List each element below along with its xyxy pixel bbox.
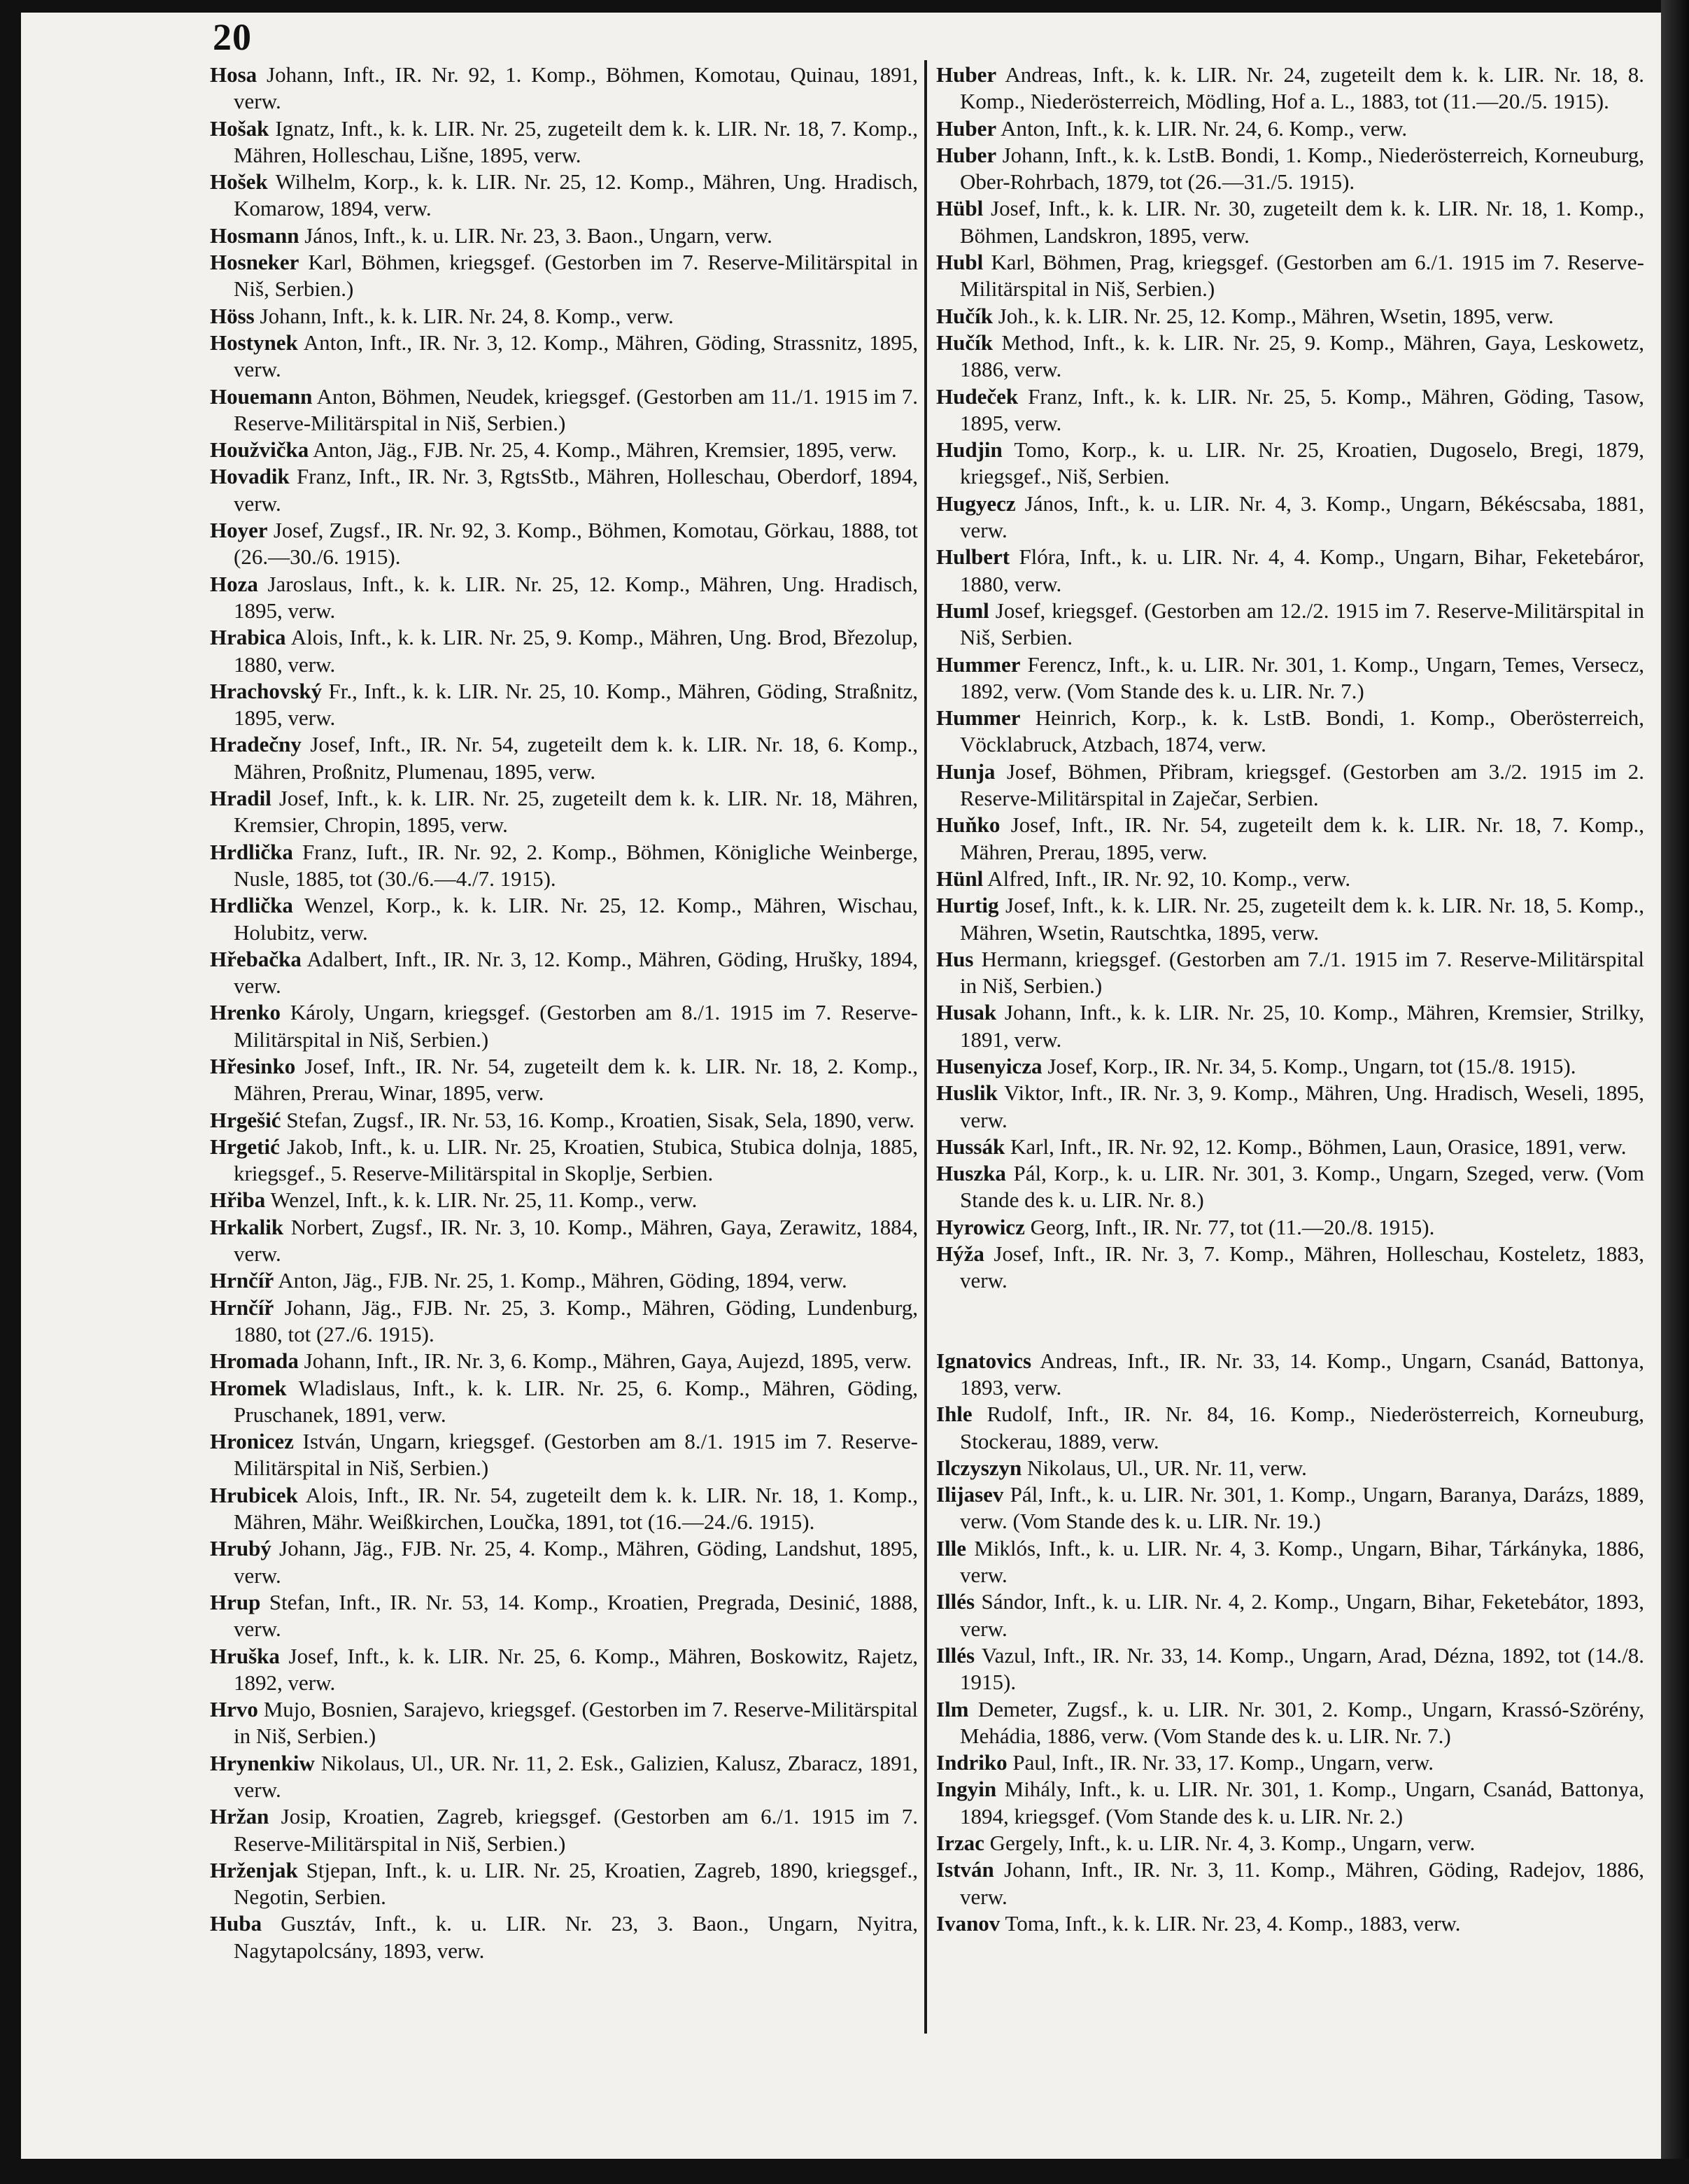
register-entry (210, 999, 918, 1053)
entry-details: Josef, Inft., IR. Nr. 54, zugeteilt dem k. k. LIR. Nr. 18, 6. Komp., Mähren, Proßnitz, Plumenau, 1895, verw. (234, 732, 918, 784)
entry-surname: Hrenko (210, 1000, 281, 1025)
section-i-entries (936, 1348, 1644, 1938)
entry-surname: Hrženjak (210, 1857, 298, 1882)
entry-surname: Hrynenkiw (210, 1750, 315, 1775)
entry-surname: Houemann (210, 383, 313, 409)
entry-details: Miklós, Inft., k. u. LIR. Nr. 4, 3. Komp., Ungarn, Bihar, Tárkányka, 1886, verw. (960, 1535, 1645, 1588)
register-entry (936, 598, 1644, 651)
entry-details: Karl, Inft., IR. Nr. 92, 12. Komp., Böhmen, Laun, Orasice, 1891, verw. (1010, 1134, 1627, 1159)
entry-details: Franz, Inft., k. k. LIR. Nr. 25, 5. Komp., Mähren, Göding, Tasow, 1895, verw. (960, 383, 1645, 435)
entry-details: Károly, Ungarn, kriegsgef. (Gestorben am 8./1. 1915 im 7. Reserve-Militärspital in Niš, Serbien.) (234, 1000, 918, 1052)
entry-surname: Hoyer (210, 518, 268, 543)
register-entry (936, 1080, 1644, 1134)
entry-details: Nikolaus, Ul., UR. Nr. 11, verw. (1027, 1455, 1307, 1480)
entry-surname: István (936, 1857, 994, 1882)
entry-details: Josef, Inft., k. k. LIR. Nr. 30, zugeteilt dem k. k. LIR. Nr. 18, 1. Komp., Böhmen, Landskron, 1895, verw. (960, 196, 1645, 248)
entry-surname: Hrubý (210, 1536, 271, 1561)
entry-details: Johann, Inft., k. k. LIR. Nr. 24, 8. Komp., verw. (260, 303, 674, 328)
entry-details: Johann, Jäg., FJB. Nr. 25, 4. Komp., Mähren, Göding, Landshut, 1895, verw. (234, 1536, 919, 1588)
register-entry (936, 1910, 1644, 1937)
entry-surname: Hromek (210, 1375, 287, 1400)
entry-details: Ignatz, Inft., k. k. LIR. Nr. 25, zugeteilt dem k. k. LIR. Nr. 18, 7. Komp., Mähren, Holleschau, Lišne, 1895, verw. (234, 115, 919, 167)
register-entry (936, 544, 1644, 598)
register-entry (210, 1134, 918, 1188)
entry-surname: Irzac (936, 1831, 984, 1855)
entry-details: Rudolf, Inft., IR. Nr. 84, 16. Komp., Niederösterreich, Korneuburg, Stockerau, 1889, verw. (960, 1402, 1644, 1453)
entry-details: Johann, Inft., IR. Nr. 92, 1. Komp., Böhmen, Komotau, Quinau, 1891, verw. (234, 62, 919, 114)
register-entry (936, 1160, 1644, 1214)
entry-surname: Hosa (210, 62, 257, 87)
entry-details: Gusztáv, Inft., k. u. LIR. Nr. 23, 3. Baon., Ungarn, Nyitra, Nagytapolcsány, 1893, verw. (234, 1911, 918, 1963)
entry-details: Josef, Korp., IR. Nr. 34, 5. Komp., Ungarn, tot (15./8. 1915). (1047, 1053, 1576, 1078)
register-entry (936, 1401, 1644, 1455)
entry-details: Flóra, Inft., k. u. LIR. Nr. 4, 4. Komp., Ungarn, Bihar, Feketebáror, 1880, verw. (960, 544, 1645, 596)
entry-surname: Hrachovský (210, 678, 323, 703)
entry-details: Johann, Inft., IR. Nr. 3, 6. Komp., Mähren, Gaya, Aujezd, 1895, verw. (304, 1348, 912, 1374)
register-entry (210, 1750, 918, 1804)
register-entry (936, 1535, 1644, 1589)
entry-details: Stjepan, Inft., k. u. LIR. Nr. 25, Kroatien, Zagreb, 1890, kriegsgef., Negotin, Serbien. (234, 1857, 918, 1910)
register-entry (936, 1241, 1644, 1295)
register-entry (210, 678, 918, 732)
entry-surname: Hruška (210, 1643, 280, 1668)
entry-surname: Hradečny (210, 732, 302, 757)
entry-details: Adalbert, Inft., IR. Nr. 3, 12. Komp., Mähren, Göding, Hrušky, 1894, verw. (234, 946, 918, 999)
register-entry (210, 1295, 918, 1348)
entry-surname: Ihle (936, 1402, 973, 1427)
entry-surname: Hučík (936, 303, 993, 328)
register-entry (936, 1481, 1644, 1535)
entry-details: Hermann, kriegsgef. (Gestorben am 7./1. 1915 im 7. Reserve-Militärspital in Niš, Serbien.) (960, 946, 1644, 999)
entry-details: Wilhelm, Korp., k. k. LIR. Nr. 25, 12. Komp., Mähren, Ung. Hradisch, Komarow, 1894, verw. (234, 169, 918, 221)
register-entry (210, 1187, 918, 1213)
entry-details: Nikolaus, Ul., UR. Nr. 11, 2. Esk., Galizien, Kalusz, Zbaracz, 1891, verw. (234, 1750, 919, 1802)
register-entry (210, 1267, 918, 1294)
register-entry (210, 1696, 918, 1750)
entry-details: Wladislaus, Inft., k. k. LIR. Nr. 25, 6. Komp., Mähren, Göding, Pruschanek, 1891, verw. (234, 1375, 918, 1427)
entry-surname: Hummer (936, 705, 1021, 731)
entry-details: Josef, Böhmen, Přibram, kriegsgef. (Gestorben am 3./2. 1915 im 2. Reserve-Militärspital in Zaječar, Serbien. (960, 759, 1644, 811)
entry-details: Mihály, Inft., k. u. LIR. Nr. 301, 1. Komp., Ungarn, Csanád, Battonya, 1894, kriegsgef. (Vom Stande des k. u. LIR. Nr. 2.) (960, 1777, 1644, 1829)
register-entry (936, 705, 1644, 759)
entry-details: Vazul, Inft., IR. Nr. 33, 14. Komp., Ungarn, Arad, Dézna, 1892, tot (14./8. 1915). (960, 1642, 1644, 1695)
register-entry (210, 330, 918, 383)
register-entry (210, 1643, 918, 1697)
register-entry (210, 169, 918, 223)
entry-surname: Ivanov (936, 1910, 1001, 1936)
entry-surname: Hučík (936, 330, 993, 355)
entry-surname: Hubl (936, 250, 984, 275)
register-entry (210, 1482, 918, 1536)
register-entry (210, 303, 918, 330)
register-entry (936, 1053, 1644, 1080)
register-entry (210, 1857, 918, 1911)
register-entry (936, 303, 1644, 330)
entry-surname: Ilczyszyn (936, 1455, 1022, 1480)
register-entry (936, 62, 1644, 115)
entry-surname: Hrabica (210, 625, 286, 650)
entry-surname: Hronicez (210, 1429, 294, 1454)
entry-surname: Hradil (210, 786, 271, 811)
entry-surname: Hošak (210, 115, 269, 141)
scan-border-left (0, 0, 21, 2184)
entry-surname: Huber (936, 142, 997, 167)
entry-details: István, Ungarn, kriegsgef. (Gestorben am 8./1. 1915 im 7. Reserve-Militärspital in Niš, Serbien.) (234, 1429, 918, 1481)
entry-details: Karl, Böhmen, kriegsgef. (Gestorben im 7. Reserve-Militärspital in Niš, Serbien.) (234, 250, 918, 302)
entry-surname: Ignatovics (936, 1348, 1032, 1373)
entry-details: Josef, Zugsf., IR. Nr. 92, 3. Komp., Böhmen, Komotau, Görkau, 1888, tot (26.—30./6. 1915). (234, 518, 919, 570)
entry-details: Johann, Inft., IR. Nr. 3, 11. Komp., Mähren, Göding, Radejov, 1886, verw. (960, 1857, 1644, 1909)
entry-surname: Hunja (936, 759, 996, 784)
entry-surname: Höss (210, 303, 255, 328)
entry-details: János, Inft., k. u. LIR. Nr. 23, 3. Baon., Ungarn, verw. (304, 223, 772, 248)
entry-details: Andreas, Inft., IR. Nr. 33, 14. Komp., Ungarn, Csanád, Battonya, 1893, verw. (960, 1348, 1644, 1400)
entry-surname: Huber (936, 62, 997, 87)
entry-details: Andreas, Inft., k. k. LIR. Nr. 24, zugeteilt dem k. k. LIR. Nr. 18, 8. Komp., Niederösterreich, Mödling, Hof a. L., 1883, tot (11.—20./5. 1915). (960, 62, 1644, 114)
scan-border-bottom (0, 2159, 1689, 2184)
register-entry (936, 1455, 1644, 1481)
entry-details: Alois, Inft., k. k. LIR. Nr. 25, 9. Komp., Mähren, Ung. Brod, Březolup, 1880, verw. (234, 625, 918, 677)
entry-surname: Hřesinko (210, 1053, 296, 1078)
entry-details: Josef, Inft., k. k. LIR. Nr. 25, zugeteilt dem k. k. LIR. Nr. 18, 5. Komp., Mähren, Wsetin, Rautschtka, 1895, verw. (960, 893, 1644, 945)
entry-surname: Huszka (936, 1161, 1006, 1186)
register-entry (936, 999, 1644, 1053)
entry-details: Toma, Inft., k. k. LIR. Nr. 23, 4. Komp., 1883, verw. (1005, 1910, 1461, 1936)
entry-surname: Hus (936, 946, 974, 971)
entry-surname: Houžvička (210, 437, 309, 463)
register-entry (936, 866, 1644, 892)
register-entry (936, 1642, 1644, 1696)
entry-details: Tomo, Korp., k. u. LIR. Nr. 25, Kroatien, Dugoselo, Bregi, 1879, kriegsgef., Niš, Serbien. (960, 437, 1644, 489)
register-entry (936, 1830, 1644, 1857)
entry-details: Anton, Inft., k. k. LIR. Nr. 24, 6. Komp., verw. (1001, 115, 1408, 141)
entry-details: Josef, kriegsgef. (Gestorben am 12./2. 1915 im 7. Reserve-Militärspital in Niš, Serbien. (960, 598, 1645, 650)
entry-surname: Hübl (936, 196, 984, 221)
entry-details: Karl, Böhmen, Prag, kriegsgef. (Gestorben am 6./1. 1915 im 7. Reserve-Militärspital in Niš, Serbien.) (960, 250, 1645, 302)
entry-surname: Huslik (936, 1080, 998, 1106)
entry-details: Anton, Jäg., FJB. Nr. 25, 4. Komp., Mähren, Kremsier, 1895, verw. (313, 437, 897, 463)
register-entry (210, 1107, 918, 1134)
register-entry (210, 946, 918, 1000)
register-entry (210, 115, 918, 169)
entry-surname: Hrgetić (210, 1134, 280, 1159)
entry-surname: Hrdlička (210, 893, 293, 918)
register-entry (936, 142, 1644, 196)
register-entry (936, 115, 1644, 142)
register-entry (210, 437, 918, 463)
register-entry (210, 624, 918, 678)
entry-details: Paul, Inft., IR. Nr. 33, 17. Komp., Ungarn, verw. (1012, 1750, 1434, 1775)
register-entry (936, 330, 1644, 383)
entry-details: Jakob, Inft., k. u. LIR. Nr. 25, Kroatien, Stubica, Stubica dolnja, 1885, kriegsgef., 5. Reserve-Militärspital in Skoplje, Serbien. (234, 1134, 918, 1186)
entry-surname: Illés (936, 1589, 975, 1614)
section-h-entries (936, 62, 1644, 1295)
register-entry (210, 1375, 918, 1429)
entry-surname: Hussák (936, 1134, 1005, 1159)
entry-surname: Hýža (936, 1241, 984, 1267)
register-entry (210, 1535, 918, 1589)
register-entry (210, 785, 918, 839)
entry-surname: Husak (936, 1000, 997, 1025)
entry-surname: Hromada (210, 1348, 299, 1374)
entry-surname: Hřebačka (210, 946, 302, 971)
register-entry (210, 62, 918, 115)
register-entry (936, 1214, 1644, 1241)
register-entry (936, 1134, 1644, 1160)
entry-surname: Hulbert (936, 544, 1010, 570)
entry-details: Georg, Inft., IR. Nr. 77, tot (11.—20./8. 1915). (1030, 1214, 1435, 1239)
entry-details: Franz, Inft., IR. Nr. 3, RgtsStb., Mähren, Holleschau, Oberdorf, 1894, verw. (234, 464, 919, 516)
entry-surname: Hostynek (210, 330, 298, 355)
entry-details: Josip, Kroatien, Zagreb, kriegsgef. (Gestorben am 6./1. 1915 im 7. Reserve-Militärspital in Niš, Serbien.) (234, 1804, 918, 1856)
entry-surname: Hosmann (210, 223, 299, 248)
left-column (210, 62, 918, 1964)
register-entry (936, 437, 1644, 491)
entry-details: Method, Inft., k. k. LIR. Nr. 25, 9. Komp., Mähren, Gaya, Leskowetz, 1886, verw. (960, 330, 1644, 382)
entry-surname: Hrubicek (210, 1482, 298, 1507)
entry-details: Wenzel, Korp., k. k. LIR. Nr. 25, 12. Komp., Mähren, Wischau, Holubitz, verw. (234, 893, 918, 945)
entry-surname: Ilijasev (936, 1482, 1004, 1507)
scan-border-right (1661, 0, 1689, 2184)
register-entry (210, 517, 918, 571)
register-entry (936, 892, 1644, 946)
register-entry (210, 1053, 918, 1107)
entry-details: Anton, Jäg., FJB. Nr. 25, 1. Komp., Mähren, Göding, 1894, verw. (278, 1268, 847, 1293)
register-entry (936, 1588, 1644, 1642)
entry-surname: Hrnčíř (210, 1295, 274, 1320)
entry-surname: Hrgešić (210, 1107, 281, 1132)
entry-details: Alfred, Inft., IR. Nr. 92, 10. Komp., verw. (987, 866, 1351, 891)
entry-surname: Illés (936, 1642, 975, 1668)
entry-details: Heinrich, Korp., k. k. LstB. Bondi, 1. Komp., Oberösterreich, Vöcklabruck, Atzbach, 1874, verw. (960, 705, 1644, 757)
register-entry (936, 249, 1644, 303)
page-number: 20 (213, 16, 252, 58)
entry-surname: Hovadik (210, 464, 290, 489)
entry-surname: Hrdlička (210, 839, 293, 864)
register-entry (936, 1857, 1644, 1910)
entry-details: Josef, Inft., k. k. LIR. Nr. 25, zugeteilt dem k. k. LIR. Nr. 18, Mähren, Kremsier, Chropin, 1895, verw. (234, 786, 919, 838)
column-divider (924, 60, 927, 2034)
entry-details: Wenzel, Inft., k. k. LIR. Nr. 25, 11. Komp., verw. (270, 1188, 698, 1213)
entry-surname: Indriko (936, 1750, 1008, 1775)
entry-surname: Hünl (936, 866, 984, 891)
entry-surname: Hrkalik (210, 1214, 284, 1239)
entry-details: Ferencz, Inft., k. u. LIR. Nr. 301, 1. Komp., Ungarn, Temes, Versecz, 1892, verw. (Vom Stande des k. u. LIR. Nr. 7.) (960, 651, 1644, 703)
entry-details: Gergely, Inft., k. u. LIR. Nr. 4, 3. Komp., Ungarn, verw. (989, 1831, 1476, 1855)
register-entry (936, 651, 1644, 705)
entry-details: Joh., k. k. LIR. Nr. 25, 12. Komp., Mähren, Wsetin, 1895, verw. (998, 303, 1554, 328)
right-column (936, 62, 1644, 1937)
entry-surname: Hřiba (210, 1188, 266, 1213)
entry-details: Fr., Inft., k. k. LIR. Nr. 25, 10. Komp., Mähren, Göding, Straßnitz, 1895, verw. (234, 678, 918, 731)
entry-surname: Hudeček (936, 383, 1019, 409)
section-gap (936, 1295, 1644, 1348)
entry-details: János, Inft., k. u. LIR. Nr. 4, 3. Komp., Ungarn, Békéscsaba, 1881, verw. (960, 491, 1645, 543)
entry-details: Pál, Korp., k. u. LIR. Nr. 301, 3. Komp., Ungarn, Szeged, verw. (Vom Stande des k. u. LIR. Nr. 8.) (960, 1161, 1645, 1213)
entry-surname: Hržan (210, 1804, 269, 1829)
entry-surname: Ille (936, 1535, 967, 1560)
register-entry (210, 731, 918, 785)
register-entry (210, 1910, 918, 1964)
entry-details: Jaroslaus, Inft., k. k. LIR. Nr. 25, 12. Komp., Mähren, Ung. Hradisch, 1895, verw. (234, 571, 918, 623)
entry-details: Norbert, Zugsf., IR. Nr. 3, 10. Komp., Mähren, Gaya, Zerawitz, 1884, verw. (234, 1214, 918, 1267)
register-entry (210, 571, 918, 625)
entry-surname: Ingyin (936, 1777, 997, 1802)
register-entry (210, 463, 918, 517)
entry-details: Josef, Inft., IR. Nr. 54, zugeteilt dem k. k. LIR. Nr. 18, 2. Komp., Mähren, Prerau, Winar, 1895, verw. (234, 1053, 918, 1106)
register-entry (210, 892, 918, 946)
entry-surname: Huňko (936, 812, 1001, 838)
entry-details: Johann, Inft., k. k. LIR. Nr. 25, 10. Komp., Mähren, Kremsier, Strilky, 1891, verw. (960, 1000, 1644, 1052)
entry-surname: Ilm (936, 1696, 969, 1721)
register-entry (210, 1214, 918, 1268)
register-entry (936, 812, 1644, 866)
register-entry (936, 1348, 1644, 1402)
register-entry (936, 1776, 1644, 1830)
register-entry (936, 1749, 1644, 1776)
register-entry (210, 1428, 918, 1482)
entry-surname: Huba (210, 1911, 262, 1936)
register-entry (936, 195, 1644, 249)
entry-surname: Hugyecz (936, 491, 1016, 516)
entry-details: Johann, Jäg., FJB. Nr. 25, 3. Komp., Mähren, Göding, Lundenburg, 1880, tot (27./6. 1915). (234, 1295, 918, 1346)
entry-surname: Hummer (936, 651, 1021, 677)
entry-details: Anton, Inft., IR. Nr. 3, 12. Komp., Mähren, Göding, Strassnitz, 1895, verw. (234, 330, 918, 382)
entry-surname: Hoza (210, 571, 258, 596)
register-entry (936, 946, 1644, 1000)
entry-details: Alois, Inft., IR. Nr. 54, zugeteilt dem k. k. LIR. Nr. 18, 1. Komp., Mähren, Mähr. Weißkirchen, Loučka, 1891, tot (16.—24./6. 1915). (234, 1482, 918, 1535)
register-entry (210, 1348, 918, 1374)
register-entry (210, 223, 918, 249)
entry-details: Josef, Inft., IR. Nr. 54, zugeteilt dem k. k. LIR. Nr. 18, 7. Komp., Mähren, Prerau, 1895, verw. (960, 812, 1645, 864)
entry-surname: Hyrowicz (936, 1214, 1025, 1239)
entry-surname: Hrup (210, 1589, 261, 1614)
register-entry (936, 383, 1644, 437)
entry-details: Stefan, Zugsf., IR. Nr. 53, 16. Komp., Kroatien, Sisak, Sela, 1890, verw. (286, 1107, 915, 1132)
register-entry (210, 249, 918, 303)
entry-details: Franz, Iuft., IR. Nr. 92, 2. Komp., Böhmen, Königliche Weinberge, Nusle, 1885, tot (30./6.—4./7. 1915). (234, 839, 918, 891)
register-entry (210, 383, 918, 437)
entry-surname: Huber (936, 115, 997, 141)
entry-details: Josef, Inft., k. k. LIR. Nr. 25, 6. Komp., Mähren, Boskowitz, Rajetz, 1892, verw. (234, 1643, 919, 1695)
entry-surname: Hrvo (210, 1697, 258, 1722)
entry-details: Johann, Inft., k. k. LstB. Bondi, 1. Komp., Niederösterreich, Korneuburg, Ober-Rohrbach, 1879, tot (26.—31./5. 1915). (960, 142, 1645, 195)
entry-details: Mujo, Bosnien, Sarajevo, kriegsgef. (Gestorben im 7. Reserve-Militärspital in Niš, Serbien.) (234, 1697, 919, 1749)
entry-surname: Hosneker (210, 250, 299, 275)
register-entry (936, 1696, 1644, 1750)
scan-border-top (0, 0, 1689, 13)
entry-details: Pál, Inft., k. u. LIR. Nr. 301, 1. Komp., Ungarn, Baranya, Darázs, 1889, verw. (Vom Stande des k. u. LIR. Nr. 19.) (960, 1482, 1645, 1534)
register-entry (210, 1589, 918, 1643)
entry-details: Josef, Inft., IR. Nr. 3, 7. Komp., Mähren, Holleschau, Kosteletz, 1883, verw. (960, 1241, 1644, 1293)
register-entry (936, 491, 1644, 544)
entry-surname: Hošek (210, 169, 268, 195)
entry-surname: Huml (936, 598, 989, 623)
entry-details: Sándor, Inft., k. u. LIR. Nr. 4, 2. Komp., Ungarn, Bihar, Feketebátor, 1893, verw. (960, 1589, 1645, 1641)
entry-surname: Hrnčíř (210, 1268, 274, 1293)
register-entry (936, 759, 1644, 812)
entry-surname: Husenyicza (936, 1053, 1043, 1078)
entry-surname: Hudjin (936, 437, 1003, 463)
register-entry (210, 839, 918, 893)
entry-details: Stefan, Inft., IR. Nr. 53, 14. Komp., Kroatien, Pregrada, Desinić, 1888, verw. (234, 1589, 918, 1642)
entry-surname: Hurtig (936, 893, 999, 918)
entry-details: Viktor, Inft., IR. Nr. 3, 9. Komp., Mähren, Ung. Hradisch, Weseli, 1895, verw. (960, 1080, 1644, 1132)
entry-details: Demeter, Zugsf., k. u. LIR. Nr. 301, 2. Komp., Ungarn, Krassó-Szörény, Mehádia, 1886, verw. (Vom Stande des k. u. LIR. Nr. 7.) (960, 1696, 1644, 1748)
entry-details: Anton, Böhmen, Neudek, kriegsgef. (Gestorben am 11./1. 1915 im 7. Reserve-Militärspital in Niš, Serbien.) (234, 383, 918, 435)
register-entry (210, 1803, 918, 1857)
